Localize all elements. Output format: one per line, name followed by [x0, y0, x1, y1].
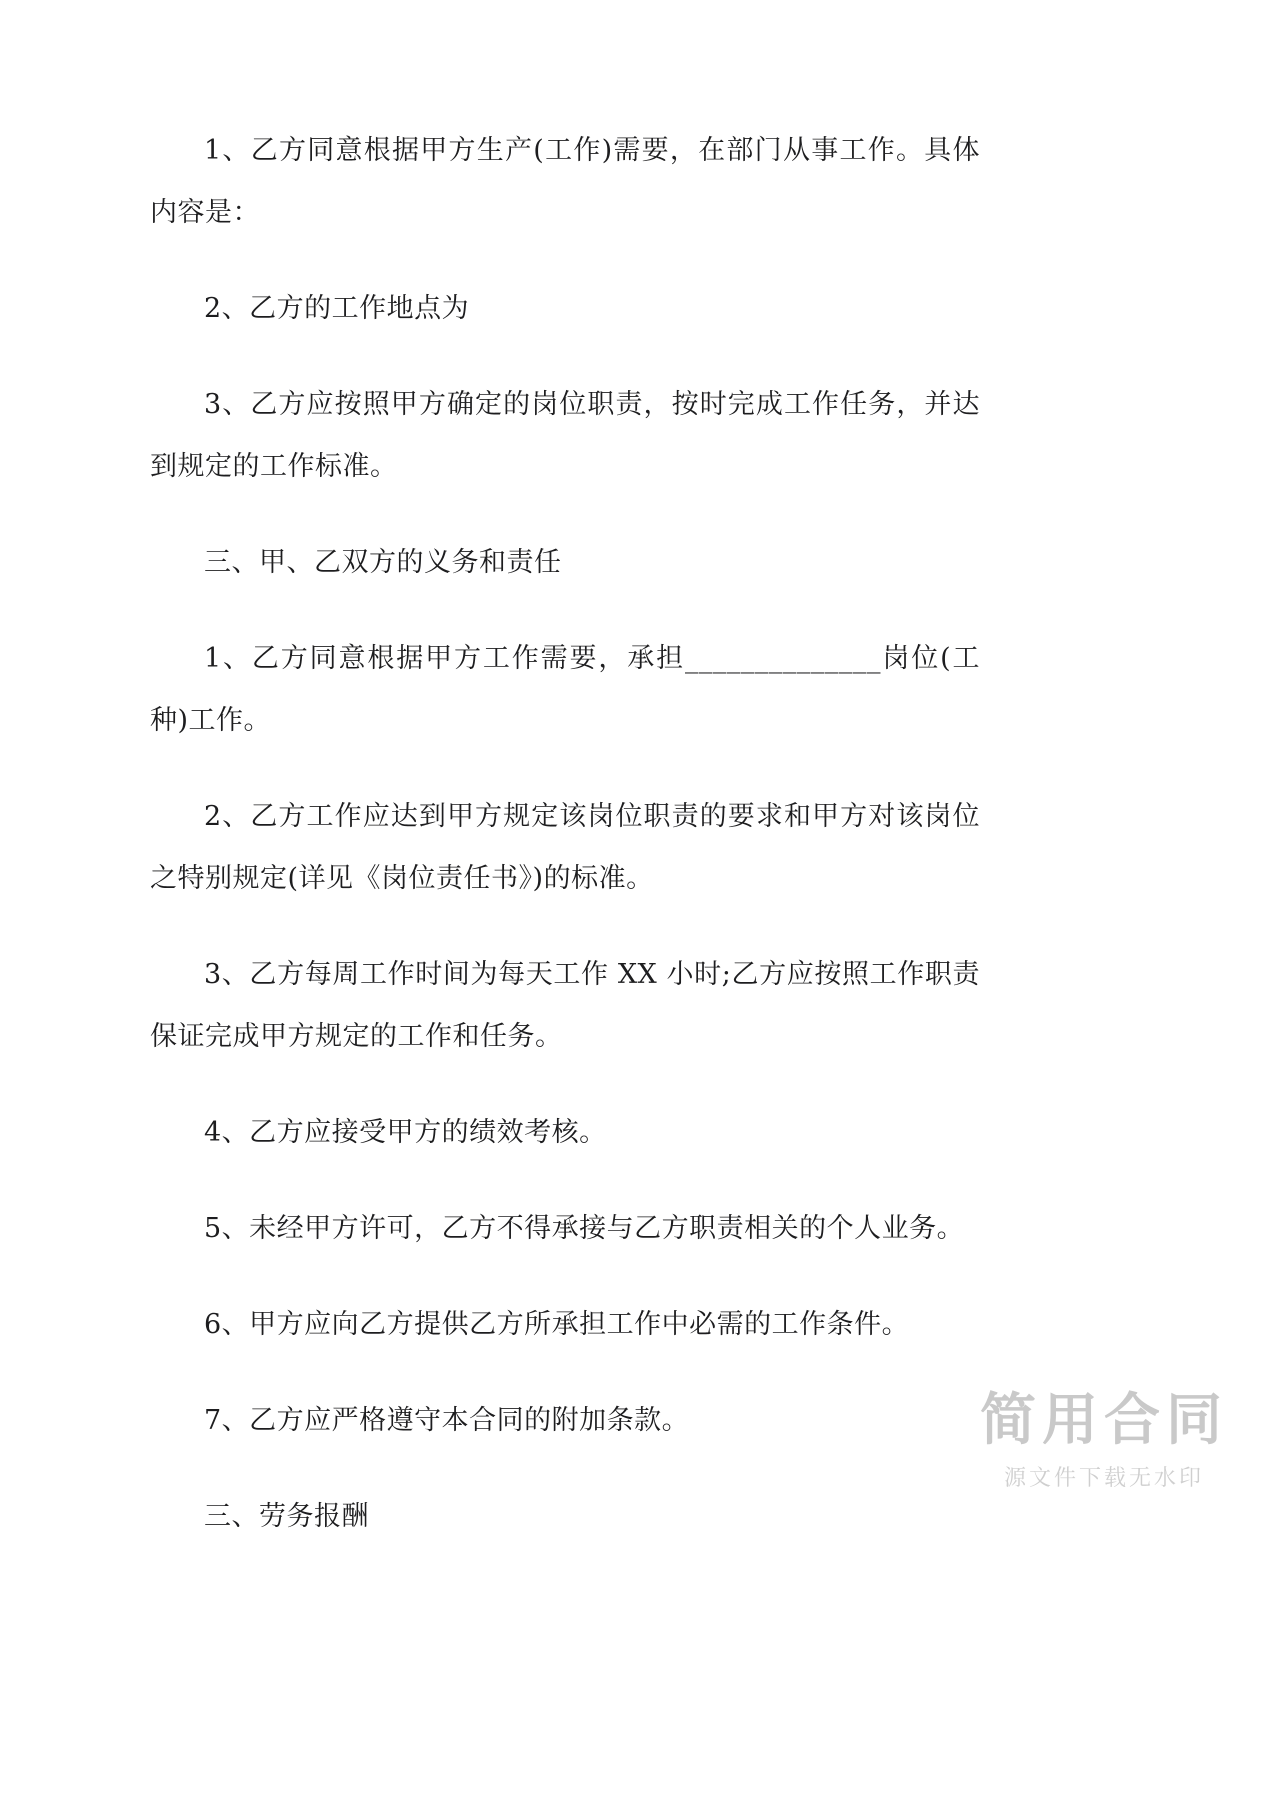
paragraph-obligation-6-conditions: 6、甲方应向乙方提供乙方所承担工作中必需的工作条件。	[204, 1309, 910, 1340]
obligation-1-text-after-blank: 岗位(工种)工作。	[150, 643, 980, 736]
watermark	[980, 1388, 1228, 1492]
paragraph-clause-1-duties: 1、乙方同意根据甲方生产(工作)需要，在部门从事工作。具体内容是：	[150, 135, 980, 228]
paragraph-obligation-3-hours: 3、乙方每周工作时间为每天工作 XX 小时;乙方应按照工作职责保证完成甲方规定的工作和任务。	[150, 959, 980, 1052]
obligation-1-text-before-blank: 1、乙方同意根据甲方工作需要，承担	[204, 643, 685, 674]
paragraph-obligation-4-performance: 4、乙方应接受甲方的绩效考核。	[204, 1117, 607, 1148]
document-body	[150, 120, 980, 1582]
paragraph-obligation-2-requirements: 2、乙方工作应达到甲方规定该岗位职责的要求和甲方对该岗位之特别规定(详见《岗位责任书》)的标准。	[150, 801, 980, 894]
obligation-1-fill-in-blank[interactable]: ______________	[684, 643, 881, 674]
watermark-subtitle-text: 源文件下载无水印	[1003, 1466, 1204, 1491]
paragraph-obligation-5-no-private-business: 5、未经甲方许可，乙方不得承接与乙方职责相关的个人业务。	[204, 1213, 965, 1244]
paragraph-obligation-1-position	[150, 628, 980, 752]
paragraph-clause-3-standards: 3、乙方应按照甲方确定的岗位职责，按时完成工作任务，并达到规定的工作标准。	[150, 389, 980, 482]
paragraph-clause-2-worksite: 2、乙方的工作地点为	[204, 293, 470, 324]
watermark-brand-text: 简用合同	[980, 1388, 1228, 1454]
paragraph-obligation-7-additional-terms: 7、乙方应严格遵守本合同的附加条款。	[204, 1405, 690, 1436]
section-heading-remuneration: 三、劳务报酬	[204, 1501, 369, 1532]
section-heading-obligations: 三、甲、乙双方的义务和责任	[204, 547, 562, 578]
